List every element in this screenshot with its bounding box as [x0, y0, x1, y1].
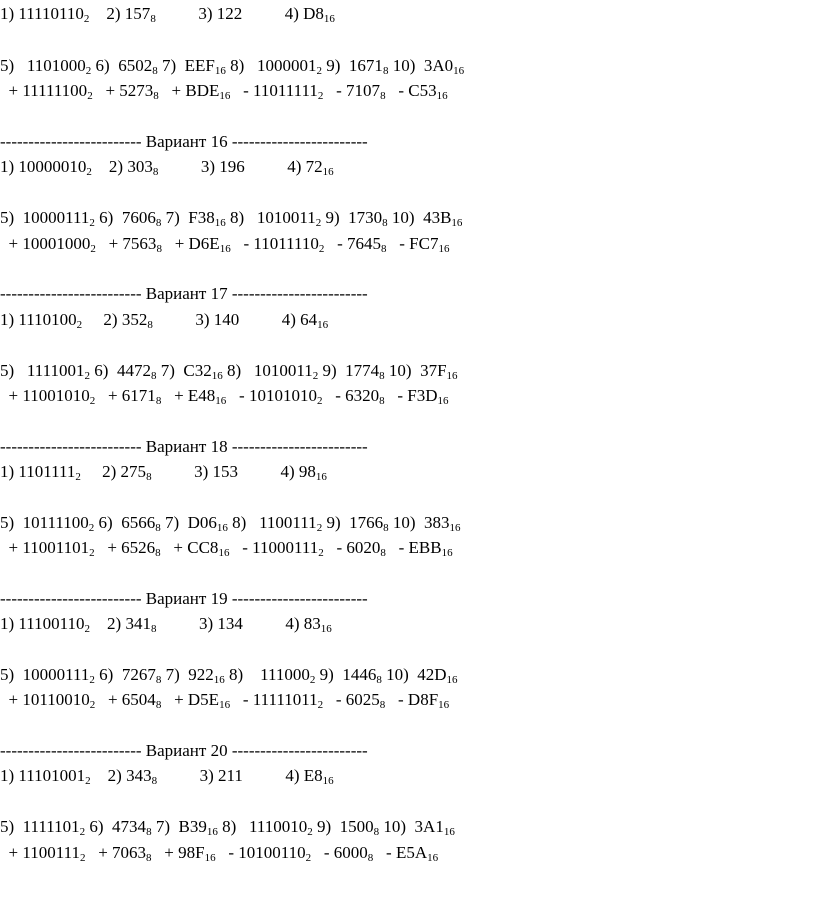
base-subscript: 8: [150, 13, 156, 25]
number-text: 2) 343: [90, 766, 152, 785]
base-subscript: 2: [86, 166, 92, 178]
number-text: 3) 211 4) E8: [157, 766, 323, 785]
number-text: 9) 1500: [312, 817, 374, 836]
text-line: [0, 386, 449, 406]
number-text: + 10001000: [0, 234, 91, 253]
base-subscript: 2: [85, 65, 92, 77]
text-line: [0, 208, 462, 228]
number-text: 1) 1110100: [0, 310, 77, 329]
number-text: + BDE: [158, 81, 220, 100]
number-text: 3) 122 4) D8: [155, 4, 324, 23]
number-text: - 11000111: [229, 538, 319, 557]
number-text: + 7563: [95, 234, 157, 253]
number-text: 10) 383: [388, 513, 450, 532]
number-text: - FC7: [386, 234, 439, 253]
base-subscript: 8: [155, 674, 162, 686]
text-line: [0, 437, 368, 457]
number-text: - 6320: [322, 386, 380, 405]
number-text: 2) 303: [91, 157, 153, 176]
number-text: ------------------------- Вариант 16 ------------------------: [0, 132, 368, 151]
number-text: - 6025: [323, 690, 380, 709]
base-subscript: 2: [309, 674, 316, 686]
base-subscript: 16: [443, 826, 455, 838]
number-text: 6) 7267: [94, 665, 156, 684]
base-subscript: 2: [316, 395, 323, 407]
base-subscript: 2: [87, 90, 93, 102]
base-subscript: 8: [376, 674, 382, 686]
base-subscript: 16: [211, 370, 223, 382]
number-text: + E48: [161, 386, 216, 405]
base-subscript: 2: [318, 547, 324, 559]
base-subscript: 8: [155, 217, 162, 229]
number-text: 6) 4734: [85, 817, 147, 836]
text-line: [0, 284, 368, 304]
number-text: - C53: [385, 81, 437, 100]
base-subscript: 8: [379, 395, 385, 407]
number-text: - D8F: [385, 690, 439, 709]
text-line: [0, 690, 449, 710]
number-text: 3) 140 4) 64: [152, 310, 318, 329]
base-subscript: 8: [150, 623, 157, 635]
base-subscript: 2: [83, 13, 90, 25]
base-subscript: 8: [155, 395, 162, 407]
text-line: [0, 766, 334, 786]
text-line: [0, 361, 458, 381]
base-subscript: 2: [89, 395, 96, 407]
text-line: [0, 310, 328, 330]
base-subscript: 2: [89, 547, 95, 559]
number-text: - EBB: [385, 538, 442, 557]
base-subscript: 2: [307, 826, 313, 838]
base-subscript: 8: [152, 65, 158, 77]
number-text: 2) 157: [89, 4, 151, 23]
number-text: 10) 3A0: [388, 56, 454, 75]
number-text: - 7645: [324, 234, 381, 253]
text-line: [0, 817, 455, 837]
base-subscript: 8: [383, 522, 389, 534]
number-text: + 1100111: [0, 843, 80, 862]
number-text: 5) 1111001: [0, 361, 85, 380]
number-text: + 11001010: [0, 386, 90, 405]
text-line: [0, 589, 368, 609]
number-text: 3) 153 4) 98: [151, 462, 316, 481]
text-line: [0, 56, 464, 76]
number-text: 10) 37F: [384, 361, 447, 380]
base-subscript: 8: [381, 243, 387, 255]
number-text: 10) 42D: [381, 665, 447, 684]
number-text: - 11011110: [230, 234, 319, 253]
text-line: [0, 81, 448, 101]
base-subscript: 16: [322, 166, 334, 178]
text-line: [0, 4, 335, 24]
base-subscript: 16: [206, 826, 218, 838]
number-text: ------------------------- Вариант 20 ------------------------: [0, 741, 368, 760]
text-line: [0, 132, 368, 152]
number-text: + 6171: [95, 386, 156, 405]
number-text: - 7107: [323, 81, 381, 100]
base-subscript: 2: [305, 852, 312, 864]
base-subscript: 16: [453, 65, 465, 77]
number-text: - 10100110: [215, 843, 306, 862]
base-subscript: 8: [373, 826, 380, 838]
text-line: [0, 538, 453, 558]
text-line: [0, 234, 449, 254]
base-subscript: 8: [146, 826, 152, 838]
number-text: 3) 196 4) 72: [158, 157, 323, 176]
number-text: + 5273: [92, 81, 154, 100]
number-text: 1) 11100110: [0, 614, 85, 633]
number-text: 1) 1101111: [0, 462, 76, 481]
number-text: ------------------------- Вариант 19 ------------------------: [0, 589, 368, 608]
number-text: 2) 352: [82, 310, 148, 329]
number-text: 8) 1010011: [225, 208, 316, 227]
number-text: 1) 11110110: [0, 4, 84, 23]
number-text: + 98F: [151, 843, 205, 862]
base-subscript: 16: [322, 775, 334, 787]
number-text: 7) F38: [161, 208, 215, 227]
number-text: 10) 43B: [387, 208, 452, 227]
base-subscript: 16: [214, 65, 226, 77]
number-text: 3) 134 4) 83: [156, 614, 321, 633]
text-line: [0, 665, 458, 685]
base-subscript: 16: [215, 395, 227, 407]
number-text: 9) 1766: [322, 513, 384, 532]
number-text: 2) 341: [90, 614, 151, 633]
base-subscript: 8: [155, 699, 162, 711]
base-subscript: 2: [89, 217, 95, 229]
number-text: 1) 11101001: [0, 766, 86, 785]
base-subscript: 16: [446, 370, 458, 382]
base-subscript: 8: [151, 775, 158, 787]
number-text: 5) 10000111: [0, 665, 90, 684]
text-line: [0, 614, 332, 634]
base-subscript: 2: [76, 319, 83, 331]
base-subscript: 2: [316, 65, 323, 77]
base-subscript: 2: [84, 623, 91, 635]
base-subscript: 8: [147, 319, 153, 331]
number-text: 7) C32: [156, 361, 212, 380]
number-text: 9) 1446: [315, 665, 377, 684]
base-subscript: 2: [315, 217, 322, 229]
number-text: 5) 10000111: [0, 208, 90, 227]
number-text: 9) 1730: [321, 208, 383, 227]
number-text: - 6020: [323, 538, 381, 557]
number-text: 7) 922: [161, 665, 214, 684]
base-subscript: 2: [317, 90, 324, 102]
base-subscript: 8: [380, 547, 386, 559]
number-text: + D5E: [161, 690, 220, 709]
base-subscript: 2: [79, 826, 86, 838]
base-subscript: 8: [382, 65, 389, 77]
number-text: 6) 7606: [94, 208, 156, 227]
number-text: 8) 1100111: [227, 513, 317, 532]
base-subscript: 16: [219, 699, 231, 711]
base-subscript: 16: [214, 217, 226, 229]
number-text: + 6504: [95, 690, 156, 709]
base-subscript: 16: [436, 90, 448, 102]
base-subscript: 8: [153, 90, 159, 102]
base-subscript: 16: [451, 217, 463, 229]
base-subscript: 8: [155, 522, 161, 534]
text-line: [0, 462, 327, 482]
number-text: 8) 111000: [224, 665, 310, 684]
number-text: + 10110010: [0, 690, 90, 709]
base-subscript: 8: [155, 547, 161, 559]
number-text: ------------------------- Вариант 18 ------------------------: [0, 437, 368, 456]
number-text: 6) 4472: [90, 361, 151, 380]
base-subscript: 16: [204, 852, 216, 864]
base-subscript: 16: [219, 243, 231, 255]
base-subscript: 8: [146, 852, 152, 864]
base-subscript: 2: [84, 370, 91, 382]
base-subscript: 16: [320, 623, 332, 635]
number-text: + 6526: [94, 538, 156, 557]
base-subscript: 16: [317, 319, 329, 331]
text-line: [0, 843, 438, 863]
base-subscript: 16: [437, 395, 449, 407]
base-subscript: 2: [316, 522, 323, 534]
number-text: ------------------------- Вариант 17 ------------------------: [0, 284, 368, 303]
base-subscript: 2: [317, 699, 324, 711]
base-subscript: 16: [449, 522, 461, 534]
number-text: - E5A: [373, 843, 428, 862]
base-subscript: 16: [213, 674, 225, 686]
base-subscript: 16: [218, 547, 230, 559]
number-text: 5) 1101000: [0, 56, 86, 75]
base-subscript: 2: [88, 522, 95, 534]
base-subscript: 8: [379, 370, 385, 382]
base-subscript: 8: [156, 243, 162, 255]
base-subscript: 16: [441, 547, 453, 559]
base-subscript: 16: [438, 699, 450, 711]
base-subscript: 2: [90, 243, 96, 255]
number-text: + D6E: [161, 234, 220, 253]
number-text: + 7063: [85, 843, 147, 862]
number-text: - 6000: [311, 843, 368, 862]
base-subscript: 8: [150, 370, 157, 382]
number-text: 8) 1010011: [222, 361, 313, 380]
base-subscript: 2: [89, 699, 96, 711]
number-text: - 11011111: [230, 81, 318, 100]
text-line: [0, 157, 334, 177]
number-text: + CC8: [160, 538, 219, 557]
number-text: 8) 1000001: [225, 56, 317, 75]
base-subscript: 2: [79, 852, 86, 864]
base-subscript: 8: [146, 471, 152, 483]
base-subscript: 8: [379, 699, 386, 711]
base-subscript: 16: [219, 90, 231, 102]
number-text: + 11001101: [0, 538, 90, 557]
number-text: 5) 1111101: [0, 817, 80, 836]
number-text: 5) 10111100: [0, 513, 89, 532]
number-text: - F3D: [384, 386, 438, 405]
number-text: 1) 10000010: [0, 157, 87, 176]
base-subscript: 16: [427, 852, 439, 864]
number-text: 7) D06: [160, 513, 217, 532]
number-text: 2) 275: [80, 462, 147, 481]
base-subscript: 16: [323, 13, 335, 25]
number-text: 9) 1774: [318, 361, 380, 380]
base-subscript: 8: [367, 852, 374, 864]
base-subscript: 8: [380, 90, 386, 102]
base-subscript: 2: [89, 674, 95, 686]
number-text: 6) 6502: [91, 56, 153, 75]
base-subscript: 16: [315, 471, 327, 483]
base-subscript: 2: [85, 775, 91, 787]
text-line: [0, 741, 368, 761]
base-subscript: 16: [446, 674, 458, 686]
base-subscript: 16: [216, 522, 228, 534]
number-text: 7) EEF: [157, 56, 215, 75]
base-subscript: 16: [438, 243, 450, 255]
number-text: 7) B39: [151, 817, 207, 836]
number-text: + 11111100: [0, 81, 88, 100]
text-line: [0, 513, 461, 533]
number-text: 6) 6566: [94, 513, 156, 532]
base-subscript: 2: [75, 471, 81, 483]
base-subscript: 2: [312, 370, 319, 382]
base-subscript: 8: [382, 217, 388, 229]
base-subscript: 8: [152, 166, 159, 178]
number-text: - 10101010: [226, 386, 317, 405]
base-subscript: 2: [318, 243, 325, 255]
number-text: 9) 1671: [322, 56, 383, 75]
number-text: 10) 3A1: [379, 817, 444, 836]
number-text: - 11111011: [230, 690, 318, 709]
number-text: 8) 1110010: [217, 817, 308, 836]
